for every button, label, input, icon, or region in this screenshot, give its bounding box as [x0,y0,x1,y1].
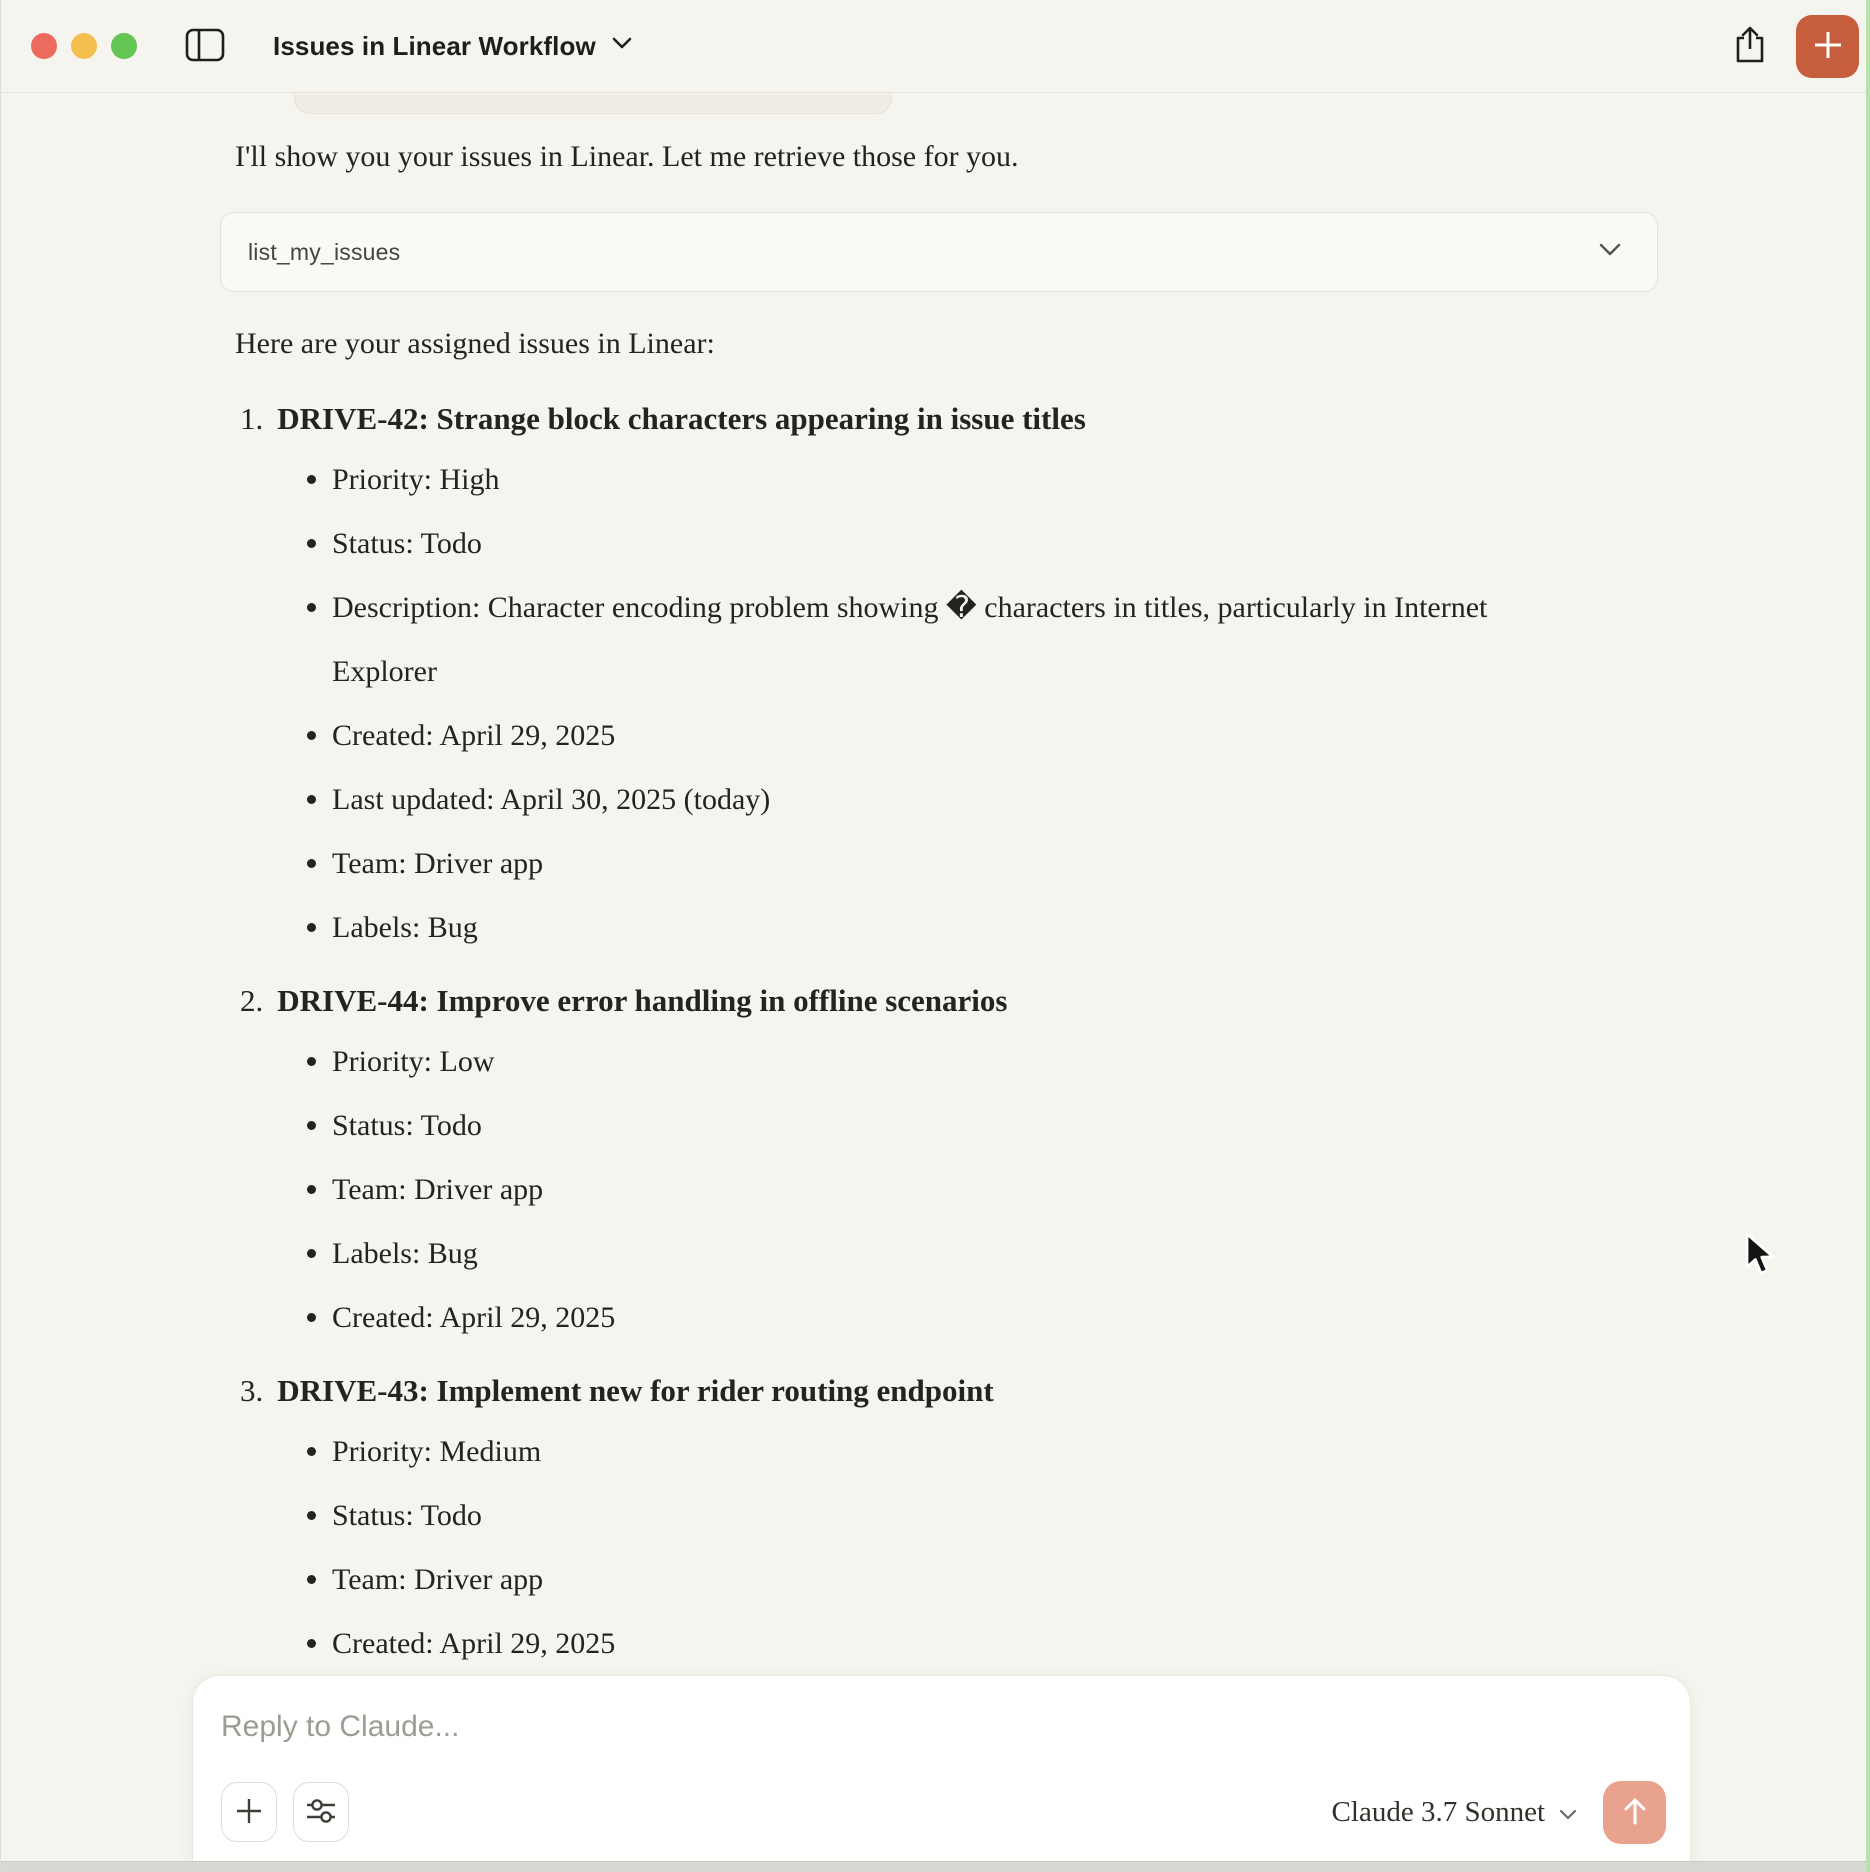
issue-detail: Created: April 29, 2025 [220,704,1580,768]
results-heading: Here are your assigned issues in Linear: [235,327,715,360]
issues-list [220,390,1658,1676]
window-bottom-edge [1,1861,1870,1872]
send-button[interactable] [1603,1781,1666,1844]
issue-heading [220,390,1658,448]
issue-detail: Team: Driver app [220,1158,1580,1222]
issue-detail: Description: Character encoding problem showing � characters in titles, particularly in Internet Explorer [220,576,1580,704]
tool-call-name: list_my_issues [248,238,401,265]
issue-detail: Team: Driver app [220,1548,1580,1612]
reply-input[interactable]: Reply to Claude... [221,1710,460,1743]
issue-item-drive-43 [220,1362,1658,1676]
page-title: Issues in Linear Workflow [273,30,596,61]
close-window-button[interactable] [31,33,57,59]
issue-heading [220,972,1658,1030]
composer-right-group [1332,1781,1666,1844]
arrow-up-icon [1620,1795,1650,1830]
plus-icon [234,1796,264,1829]
issue-detail: Labels: Bug [220,1222,1580,1286]
issue-number: 1. [240,401,264,436]
conversation-scroll-area[interactable] [1,94,1870,1872]
issue-detail: Status: Todo [220,1484,1580,1548]
issue-item-drive-42 [220,390,1658,960]
issue-detail: Priority: High [220,448,1580,512]
issue-title: DRIVE-43: Implement new for rider routing endpoint [277,1373,994,1408]
sidebar-toggle-icon [185,28,225,65]
chevron-down-icon [1559,1796,1577,1829]
issue-detail: Created: April 29, 2025 [220,1286,1580,1350]
user-message-bubble-clipped [294,94,892,114]
chevron-down-icon [612,37,632,55]
issue-detail: Labels: Bug [220,896,1580,960]
issue-item-drive-44 [220,972,1658,1350]
issue-number: 3. [240,1373,264,1408]
issue-details [220,448,1658,960]
issue-details [220,1420,1658,1676]
issue-details [220,1030,1658,1350]
model-selector[interactable] [1332,1796,1577,1829]
reply-composer [192,1675,1691,1872]
issue-heading [220,1362,1658,1420]
conversation-title-dropdown[interactable] [273,31,632,62]
model-label: Claude 3.7 Sonnet [1331,1795,1545,1828]
titlebar-actions [1728,15,1864,78]
issue-detail: Priority: Medium [220,1420,1580,1484]
issue-detail: Team: Driver app [220,832,1580,896]
new-chat-button[interactable] [1796,15,1859,78]
issue-title: DRIVE-44: Improve error handling in offline scenarios [277,983,1008,1018]
sidebar-toggle-button[interactable] [185,26,225,66]
assistant-intro-text: I'll show you your issues in Linear. Let me retrieve those for you. [235,140,1019,173]
zoom-window-button[interactable] [111,33,137,59]
tools-settings-button[interactable] [293,1782,349,1842]
title-bar [1,0,1870,93]
share-icon [1732,53,1768,68]
assistant-message [220,94,1658,1676]
issue-detail: Priority: Low [220,1030,1580,1094]
minimize-window-button[interactable] [71,33,97,59]
issue-detail: Status: Todo [220,512,1580,576]
issue-detail: Created: April 29, 2025 [220,1612,1580,1676]
issue-detail: Status: Todo [220,1094,1580,1158]
chevron-down-icon [1599,243,1621,262]
issue-title: DRIVE-42: Strange block characters appearing in issue titles [277,401,1086,436]
plus-icon [1811,28,1845,65]
screen-share-border [1866,0,1870,1872]
traffic-lights [31,33,137,59]
composer-toolbar [221,1780,1666,1844]
tool-call-card[interactable] [220,212,1658,292]
sliders-icon [305,1796,337,1829]
share-button[interactable] [1728,21,1772,72]
issue-number: 2. [240,983,264,1018]
issue-detail: Last updated: April 30, 2025 (today) [220,768,1580,832]
attach-button[interactable] [221,1782,277,1842]
